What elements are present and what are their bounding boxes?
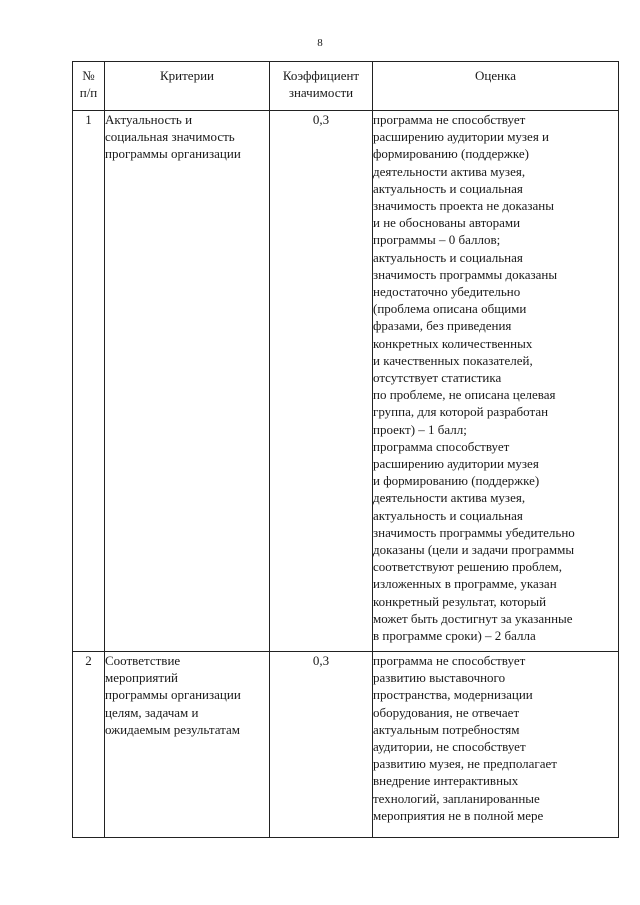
score-line: внедрение интерактивных [373,773,519,789]
criteria-line: Актуальность и [105,112,193,127]
score-line: актуальность и социальная [373,180,523,196]
table-row [73,652,619,838]
score-line: недостаточно убедительно [373,284,521,300]
score-line: расширению аудитории музея и [373,129,550,145]
header-num-line: п/п [79,85,98,101]
criteria-line: ожидаемым результатам [105,721,240,737]
score-line: расширению аудитории музея [373,456,539,472]
score-line: программы – 0 баллов; [373,232,501,248]
score-line: пространства, модернизации [373,687,533,703]
score-line: значимость программы доказаны [373,266,558,282]
score-line: программа не способствует [373,112,526,127]
header-criteria [105,62,270,111]
criteria-line: социальная значимость [105,129,235,145]
score-line: изложенных в программе, указан [373,576,557,592]
header-coefficient-line: Коэффициент [282,68,360,83]
score-line: деятельности актива музея, [373,163,526,179]
criteria-line: мероприятий [105,670,178,686]
score-line: фразами, без приведения [373,318,512,334]
score-line: конкретных количественных [373,335,533,351]
score-line: в программе сроки) – 2 балла [373,628,536,644]
score-line: по проблеме, не описана целевая [373,387,556,403]
score-line: отсутствует статистика [373,370,502,386]
header-coefficient-line: значимости [288,85,354,101]
row-coefficient: 0,3 [270,652,373,838]
score-line: актуальность и социальная [373,249,523,265]
row-number: 1 [73,111,105,652]
score-line: и качественных показателей, [373,352,533,368]
table-row [73,111,619,652]
score-line: оборудования, не отвечает [373,704,520,720]
score-line: актуальность и социальная [373,507,523,523]
score-line: формированию (поддержке) [373,146,530,162]
score-line: развитию выставочного [373,670,506,686]
criteria-table [72,61,619,838]
header-coefficient [270,62,373,111]
row-number: 2 [73,652,105,838]
criteria-line: Соответствие [105,653,181,668]
score-line: актуальным потребностям [373,721,520,737]
score-line: развитию музея, не предполагает [373,756,557,772]
score-line: доказаны (цели и задачи программы [373,542,575,558]
header-score-line: Оценка [475,68,516,83]
score-line: (проблема описана общими [373,301,527,317]
score-line: аудитории, не способствует [373,739,526,755]
header-criteria-line: Критерии [160,68,214,83]
header-num [73,62,105,111]
row-criteria [105,652,270,838]
score-line: деятельности актива музея, [373,490,526,506]
score-line: может быть достигнут за указанные [373,610,573,626]
criteria-line: программы организации [105,687,241,703]
score-line: программа способствует [373,438,510,454]
criteria-line: целям, задачам и [105,704,199,720]
row-criteria [105,111,270,652]
score-line: и не обоснованы авторами [373,215,521,231]
score-line: соответствуют решению проблем, [373,559,562,575]
score-line: группа, для которой разработан [373,404,549,420]
score-line: мероприятия не в полной мере [373,807,544,823]
score-line: проект) – 1 балл; [373,421,467,437]
row-coefficient: 0,3 [270,111,373,652]
score-line: конкретный результат, который [373,593,547,609]
row-score [373,111,619,652]
page-number: 8 [317,37,323,49]
header-num-line: № [82,68,95,83]
score-line: программа не способствует [373,653,526,668]
score-line: технологий, запланированные [373,790,540,806]
table-header-row [73,62,619,111]
header-score [373,62,619,111]
criteria-line: программы организации [105,146,241,162]
score-line: и формированию (поддержке) [373,473,540,489]
row-score [373,652,619,838]
score-line: значимость программы убедительно [373,524,575,540]
score-line: значимость проекта не доказаны [373,198,554,214]
